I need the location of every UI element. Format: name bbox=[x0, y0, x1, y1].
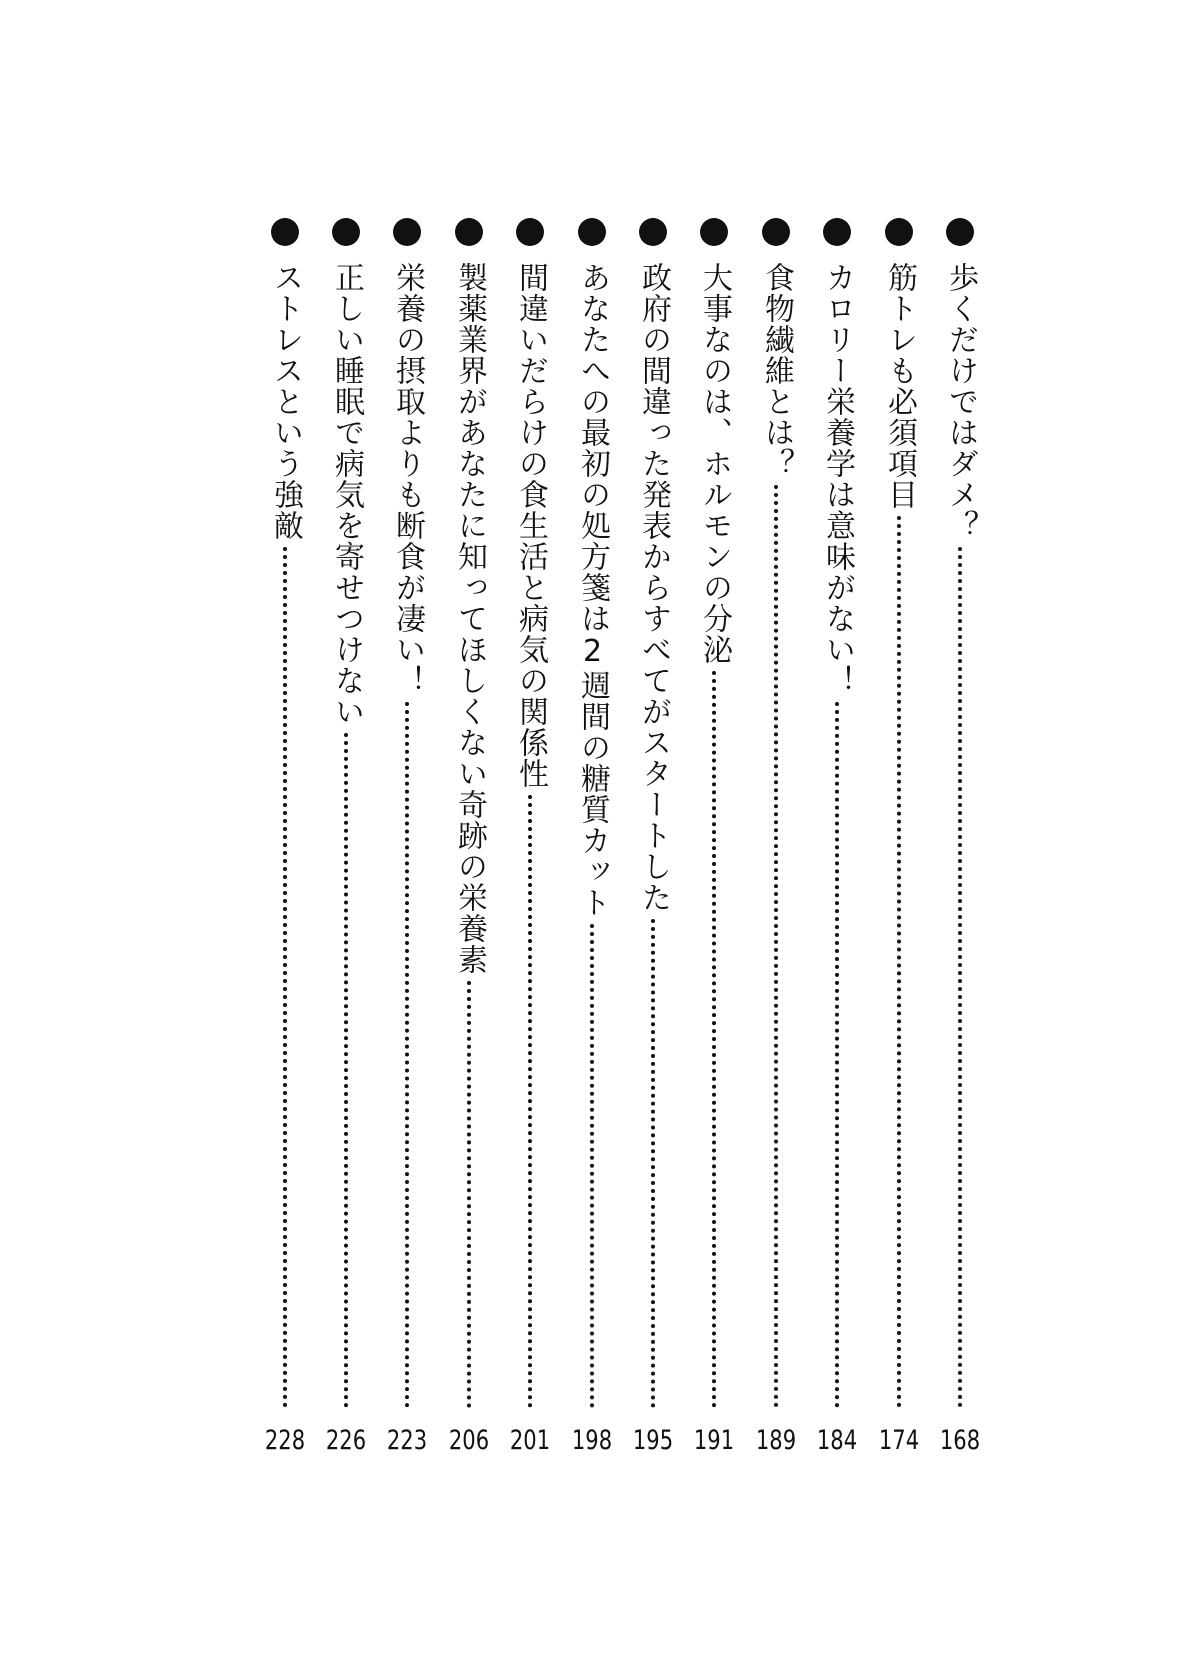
toc-entry[interactable] bbox=[817, 218, 857, 1458]
dot-leader bbox=[897, 516, 901, 1408]
bullet-icon bbox=[946, 218, 974, 246]
toc-entry-title: 間違いだらけの食生活と病気の関係性 bbox=[513, 262, 548, 789]
toc-entry-page-number: 206 bbox=[448, 1425, 490, 1456]
toc-entry-title: ストレスという強敵 bbox=[268, 262, 303, 541]
dot-leader bbox=[283, 547, 287, 1408]
toc-entry-page-number: 184 bbox=[816, 1425, 858, 1456]
toc-entry-title: 栄養の摂取よりも断食が凄い！ bbox=[390, 262, 425, 696]
bullet-icon bbox=[516, 218, 544, 246]
dot-leader bbox=[467, 981, 471, 1408]
toc-entry-page-number: 189 bbox=[755, 1425, 797, 1456]
toc-entry-page-number: 168 bbox=[939, 1425, 981, 1456]
bullet-icon bbox=[455, 218, 483, 246]
bullet-icon bbox=[700, 218, 728, 246]
toc-entry[interactable] bbox=[633, 218, 673, 1458]
toc-entry-title: 食物繊維とは？ bbox=[759, 262, 794, 479]
bullet-icon bbox=[639, 218, 667, 246]
toc-entry-title: カロリー栄養学は意味がない！ bbox=[820, 262, 855, 696]
bullet-icon bbox=[885, 218, 913, 246]
bullet-icon bbox=[578, 218, 606, 246]
toc-entry-title: 大事なのは、ホルモンの分泌 bbox=[697, 262, 732, 665]
dot-leader bbox=[712, 671, 716, 1408]
toc-entry[interactable] bbox=[879, 218, 919, 1458]
toc-entry-page-number: 174 bbox=[878, 1425, 920, 1456]
toc-entry[interactable] bbox=[449, 218, 489, 1458]
toc-entry[interactable] bbox=[572, 218, 612, 1458]
toc-entry[interactable] bbox=[387, 218, 427, 1458]
dot-leader bbox=[344, 733, 348, 1408]
dot-leader bbox=[958, 547, 962, 1408]
toc-entry-title: 歩くだけではダメ？ bbox=[943, 262, 978, 541]
toc-entry[interactable] bbox=[756, 218, 796, 1458]
toc-entry-page-number: 226 bbox=[325, 1425, 367, 1456]
toc-entry-page-number: 198 bbox=[571, 1425, 613, 1456]
toc-entry[interactable] bbox=[510, 218, 550, 1458]
bullet-icon bbox=[393, 218, 421, 246]
bullet-icon bbox=[823, 218, 851, 246]
dot-leader bbox=[590, 924, 594, 1408]
bullet-icon bbox=[271, 218, 299, 246]
toc-entry[interactable] bbox=[326, 218, 366, 1458]
toc-entry-title: あなたへの最初の処方箋は2週間の糖質カット bbox=[575, 262, 610, 918]
dot-leader bbox=[405, 702, 409, 1408]
toc-entry-page-number: 223 bbox=[386, 1425, 428, 1456]
bullet-icon bbox=[762, 218, 790, 246]
toc-entry-title: 製薬業界があなたに知ってほしくない奇跡の栄養素 bbox=[452, 262, 487, 975]
dot-leader bbox=[774, 485, 778, 1408]
toc-entry-page-number: 228 bbox=[264, 1425, 306, 1456]
toc-entry-title: 正しい睡眠で病気を寄せつけない bbox=[329, 262, 364, 727]
toc-entry[interactable] bbox=[694, 218, 734, 1458]
toc-entry-page-number: 191 bbox=[693, 1425, 735, 1456]
toc-entry-title: 筋トレも必須項目 bbox=[882, 262, 917, 510]
toc-entry-page-number: 195 bbox=[632, 1425, 674, 1456]
toc-entry-page-number: 201 bbox=[509, 1425, 551, 1456]
dot-leader bbox=[651, 919, 655, 1408]
toc-entry[interactable] bbox=[265, 218, 305, 1458]
toc-entry[interactable] bbox=[940, 218, 980, 1458]
dot-leader bbox=[528, 795, 532, 1408]
bullet-icon bbox=[332, 218, 360, 246]
toc-entry-title: 政府の間違った発表からすべてがスタートした bbox=[636, 262, 671, 913]
dot-leader bbox=[835, 702, 839, 1408]
